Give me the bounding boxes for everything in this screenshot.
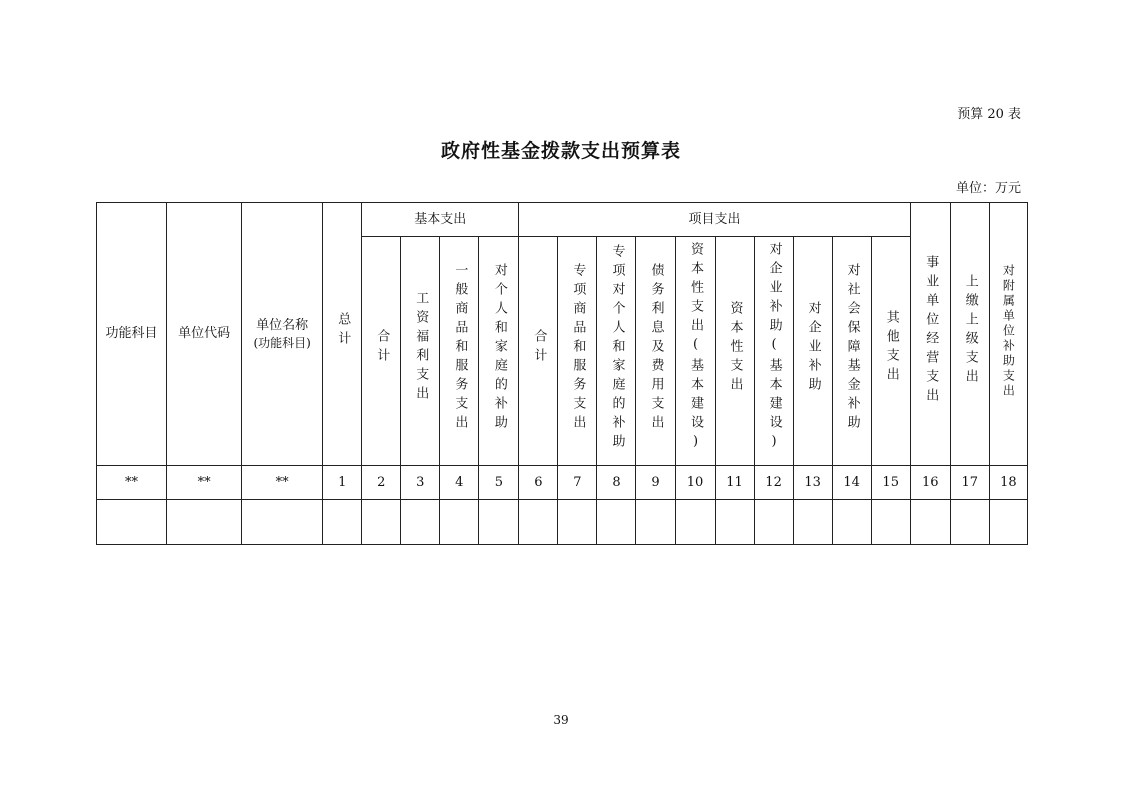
header-enterprise-subsidy-construction-label: 对企业补助(基本建设) [766, 241, 782, 455]
index-cell: ** [97, 466, 167, 500]
header-affiliated-subsidy-label: 对附属单位补助支出 [1001, 263, 1016, 399]
data-cell [323, 500, 362, 545]
form-number: 预算 20 表 [957, 107, 1021, 122]
data-cell [832, 500, 871, 545]
header-capital-construction [675, 237, 715, 466]
header-unit-code: 单位代码 [167, 203, 242, 466]
index-cell: 2 [362, 466, 401, 500]
data-cell [675, 500, 715, 545]
index-row [97, 466, 1028, 500]
data-cell [754, 500, 793, 545]
index-cell: 5 [479, 466, 519, 500]
header-other [871, 237, 910, 466]
data-cell [636, 500, 675, 545]
header-unit-name-sub: (功能科目) [253, 335, 311, 350]
index-cell: 8 [597, 466, 636, 500]
index-cell: 1 [323, 466, 362, 500]
header-personal-subsidy-label: 对个人和家庭的补助 [491, 262, 507, 434]
header-basic-total [362, 237, 401, 466]
data-cell [910, 500, 950, 545]
index-cell: 10 [675, 466, 715, 500]
header-project-total-label: 合计 [531, 329, 547, 368]
data-row-empty [97, 500, 1028, 545]
header-upper-level-label: 上缴上级支出 [962, 274, 978, 389]
header-enterprise-subsidy-label: 对企业补助 [805, 300, 821, 396]
header-enterprise-subsidy [793, 237, 832, 466]
header-total [323, 203, 362, 466]
header-affiliated-subsidy [989, 203, 1027, 466]
header-basic-total-label: 合计 [374, 329, 390, 368]
header-capital-construction-label: 资本性支出(基本建设) [688, 241, 704, 455]
header-goods-services-label: 一般商品和服务支出 [452, 262, 468, 434]
budget-table [96, 202, 1028, 545]
header-upper-level [950, 203, 989, 466]
header-unit-name-label: 单位名称 [256, 318, 309, 334]
header-basic-group: 基本支出 [362, 203, 519, 237]
page-title: 政府性基金拨款支出预算表 [440, 140, 681, 162]
header-unit-name [242, 203, 323, 466]
header-wage-welfare [401, 237, 440, 466]
header-enterprise-subsidy-construction [754, 237, 793, 466]
header-personal-subsidy [479, 237, 519, 466]
header-project-group: 项目支出 [519, 203, 910, 237]
index-cell: 9 [636, 466, 675, 500]
index-cell: 3 [401, 466, 440, 500]
data-cell [989, 500, 1027, 545]
header-other-label: 其他支出 [883, 310, 899, 387]
header-social-security-fund [832, 237, 871, 466]
data-cell [597, 500, 636, 545]
index-cell: 17 [950, 466, 989, 500]
header-row-1 [97, 203, 1028, 237]
data-cell [715, 500, 754, 545]
header-project-total [519, 237, 558, 466]
index-cell: 7 [558, 466, 597, 500]
index-cell: 18 [989, 466, 1027, 500]
page-number: 39 [553, 713, 569, 727]
index-cell: 4 [440, 466, 479, 500]
data-cell [558, 500, 597, 545]
data-cell [362, 500, 401, 545]
header-capital-label: 资本性支出 [727, 300, 743, 396]
header-debt-interest-label: 债务利息及费用支出 [648, 262, 664, 434]
index-cell: 15 [871, 466, 910, 500]
data-cell [167, 500, 242, 545]
header-business-operation-label: 事业单位经营支出 [923, 255, 939, 408]
data-cell [793, 500, 832, 545]
header-proj-goods-label: 专项商品和服务支出 [570, 262, 586, 434]
data-cell [871, 500, 910, 545]
data-cell [97, 500, 167, 545]
header-total-label: 总计 [335, 312, 351, 351]
data-cell [479, 500, 519, 545]
data-cell [401, 500, 440, 545]
header-debt-interest [636, 237, 675, 466]
index-cell: 14 [832, 466, 871, 500]
header-proj-personal-label: 专项对个人和家庭的补助 [609, 243, 625, 453]
header-social-security-fund-label: 对社会保障基金补助 [844, 262, 860, 434]
header-proj-goods [558, 237, 597, 466]
index-cell: 6 [519, 466, 558, 500]
data-cell [440, 500, 479, 545]
index-cell: ** [167, 466, 242, 500]
data-cell [242, 500, 323, 545]
index-cell: ** [242, 466, 323, 500]
data-cell [950, 500, 989, 545]
header-proj-personal [597, 237, 636, 466]
header-goods-services [440, 237, 479, 466]
header-business-operation [910, 203, 950, 466]
data-cell [519, 500, 558, 545]
header-func-subject: 功能科目 [97, 203, 167, 466]
unit-label: 单位：万元 [955, 181, 1021, 196]
index-cell: 12 [754, 466, 793, 500]
header-wage-welfare-label: 工资福利支出 [413, 291, 429, 406]
header-capital [715, 237, 754, 466]
index-cell: 16 [910, 466, 950, 500]
index-cell: 11 [715, 466, 754, 500]
index-cell: 13 [793, 466, 832, 500]
